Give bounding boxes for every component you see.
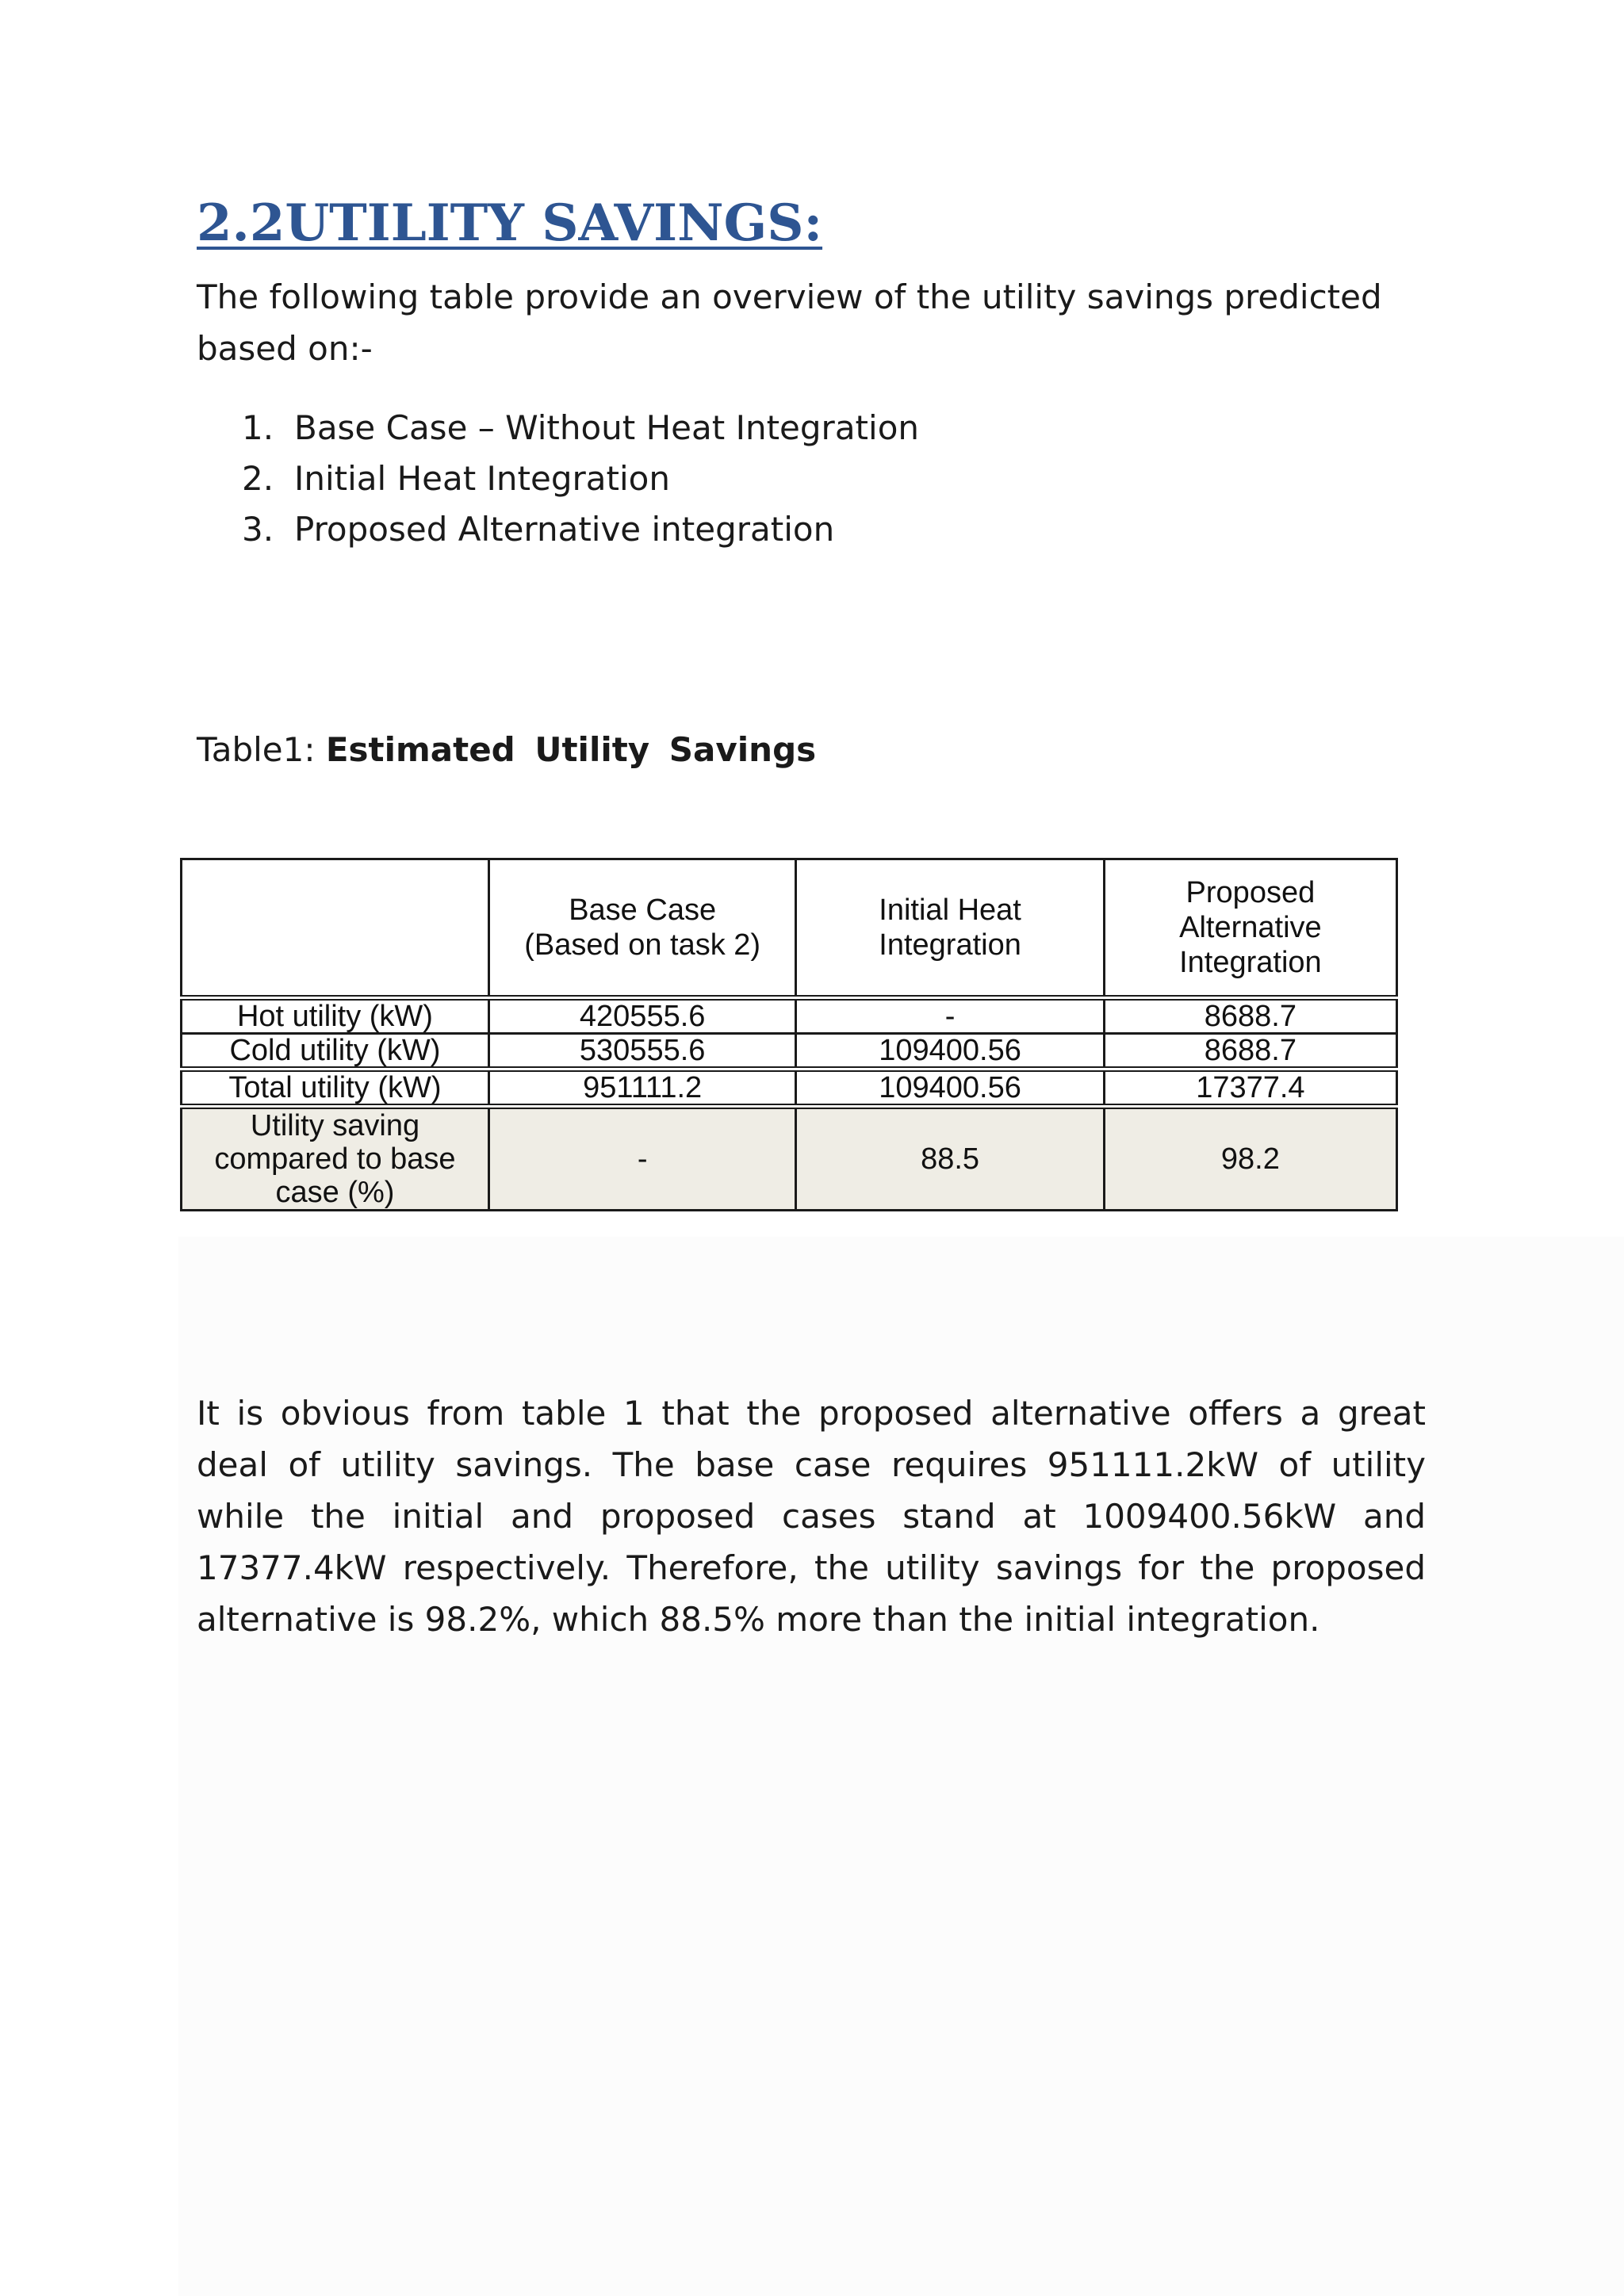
utility-savings-table bbox=[180, 858, 1398, 1211]
table-cell: 8688.7 bbox=[1104, 998, 1396, 1034]
section-heading: 2.2UTILITY SAVINGS: bbox=[197, 193, 823, 253]
table-cell: 951111.2 bbox=[488, 1070, 795, 1107]
list-number: 2. bbox=[242, 459, 274, 498]
table-cell: 530555.6 bbox=[488, 1034, 795, 1070]
table-cell: 420555.6 bbox=[488, 998, 795, 1034]
table-cell: 98.2 bbox=[1104, 1107, 1396, 1211]
table-header-row bbox=[182, 859, 1397, 998]
header-cell-empty bbox=[182, 859, 489, 998]
header-cell-base-case: Base Case (Based on task 2) bbox=[488, 859, 795, 998]
list-item bbox=[242, 453, 919, 504]
table-cell: 88.5 bbox=[796, 1107, 1104, 1211]
basis-list bbox=[242, 403, 919, 555]
list-number: 1. bbox=[242, 408, 274, 447]
caption-prefix: Table1: bbox=[197, 730, 316, 769]
table-cell: 17377.4 bbox=[1104, 1070, 1396, 1107]
table-caption bbox=[197, 726, 816, 774]
table-cell: 109400.56 bbox=[796, 1070, 1104, 1107]
list-number: 3. bbox=[242, 510, 274, 549]
table-row-utility-saving bbox=[182, 1107, 1397, 1211]
list-item bbox=[242, 504, 919, 555]
caption-title: Estimated Utility Savings bbox=[325, 730, 817, 769]
header-cell-proposed: Proposed Alternative Integration bbox=[1104, 859, 1396, 998]
list-text: Proposed Alternative integration bbox=[294, 510, 835, 549]
row-label: Cold utility (kW) bbox=[182, 1034, 489, 1070]
table-row bbox=[182, 1070, 1397, 1107]
conclusion-paragraph: It is obvious from table 1 that the proposed alternative offers a great deal of utility savings. The base case requires 951111.2kW of utility while the initial and proposed cases stand at 1009400.56kW and 17377.4kW respectively. Therefore, the utility savings for the proposed alternative is 98.2%, which 88.5% more than the initial integration. bbox=[197, 1394, 1426, 1639]
row-label: Total utility (kW) bbox=[182, 1070, 489, 1107]
table-cell: 8688.7 bbox=[1104, 1034, 1396, 1070]
row-label: Utility saving compared to base case (%) bbox=[182, 1107, 489, 1211]
header-cell-initial: Initial Heat Integration bbox=[796, 859, 1104, 998]
table-row bbox=[182, 1034, 1397, 1070]
row-label: Hot utility (kW) bbox=[182, 998, 489, 1034]
list-text: Base Case – Without Heat Integration bbox=[294, 408, 920, 447]
table-cell: - bbox=[488, 1107, 795, 1211]
list-text: Initial Heat Integration bbox=[294, 459, 670, 498]
table-cell: - bbox=[796, 998, 1104, 1034]
table-row bbox=[182, 998, 1397, 1034]
intro-paragraph: The following table provide an overview of the utility savings predicted based on:- bbox=[197, 277, 1382, 368]
list-item bbox=[242, 403, 919, 453]
table-cell: 109400.56 bbox=[796, 1034, 1104, 1070]
